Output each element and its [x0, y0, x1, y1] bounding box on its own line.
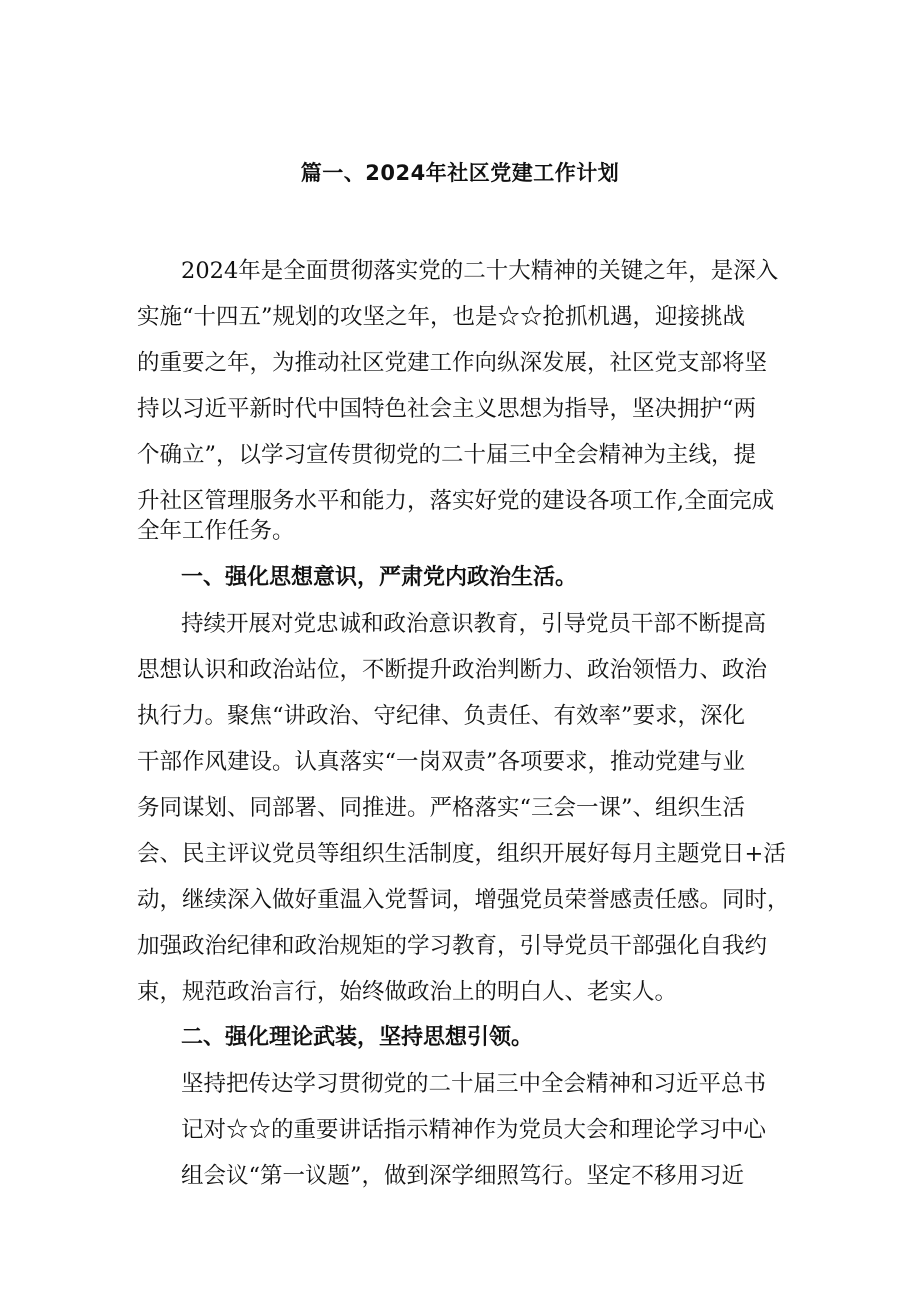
section-line: 思想认识和政治站位，不断提升政治判断力、政治领悟力、政治 [137, 657, 768, 683]
section-heading: 二、强化理论武装，坚持思想引领。 [181, 1025, 534, 1050]
intro-line: 的重要之年，为推动社区党建工作向纵深发展，社区党支部将坚 [137, 350, 768, 376]
section-line: 持续开展对党忠诚和政治意识教育，引导党员干部不断提高 [181, 611, 767, 637]
intro-line: 个确立”，以学习宣传贯彻党的二十届三中全会精神为主线，提 [137, 442, 757, 468]
intro-line: 2024年是全面贯彻落实党的二十大精神的关键之年，是深入 [181, 258, 779, 284]
section-heading: 一、强化思想意识，严肃党内政治生活。 [181, 565, 578, 590]
section-line: 坚持把传达学习贯彻党的二十届三中全会精神和习近平总书 [181, 1071, 767, 1097]
section-line: 执行力。聚焦“讲政治、守纪律、负责任、有效率”要求，深化 [137, 703, 746, 729]
section-line: 加强政治纪律和政治规矩的学习教育，引导党员干部强化自我约 [137, 933, 768, 959]
intro-line: 实施“十四五”规划的攻坚之年，也是☆☆抢抓机遇，迎接挑战 [137, 304, 746, 330]
intro-line: 升社区管理服务水平和能力，落实好党的建设各项工作,全面完成 [137, 488, 775, 514]
section-line: 束，规范政治言行，始终做政治上的明白人、老实人。 [137, 979, 678, 1005]
intro-line: 持以习近平新时代中国特色社会主义思想为指导，坚决拥护“两 [137, 396, 757, 422]
section-line: 会、民主评议党员等组织生活制度，组织开展好每月主题党日+活 [137, 841, 786, 867]
section-line: 干部作风建设。认真落实“一岗双责”各项要求，推动党建与业 [137, 749, 746, 775]
intro-line: 全年工作任务。 [137, 518, 295, 544]
section-line: 组会议“第一议题”，做到深学细照笃行。坚定不移用习近 [181, 1163, 745, 1189]
section-line: 务同谋划、同部署、同推进。严格落实“三会一课”、组织生活 [137, 795, 746, 821]
section-line: 记对☆☆的重要讲话指示精神作为党员大会和理论学习中心 [181, 1117, 767, 1143]
document-title: 篇一、2024年社区党建工作计划 [300, 161, 620, 185]
section-line: 动，继续深入做好重温入党誓词，增强党员荣誉感责任感。同时， [137, 887, 790, 913]
